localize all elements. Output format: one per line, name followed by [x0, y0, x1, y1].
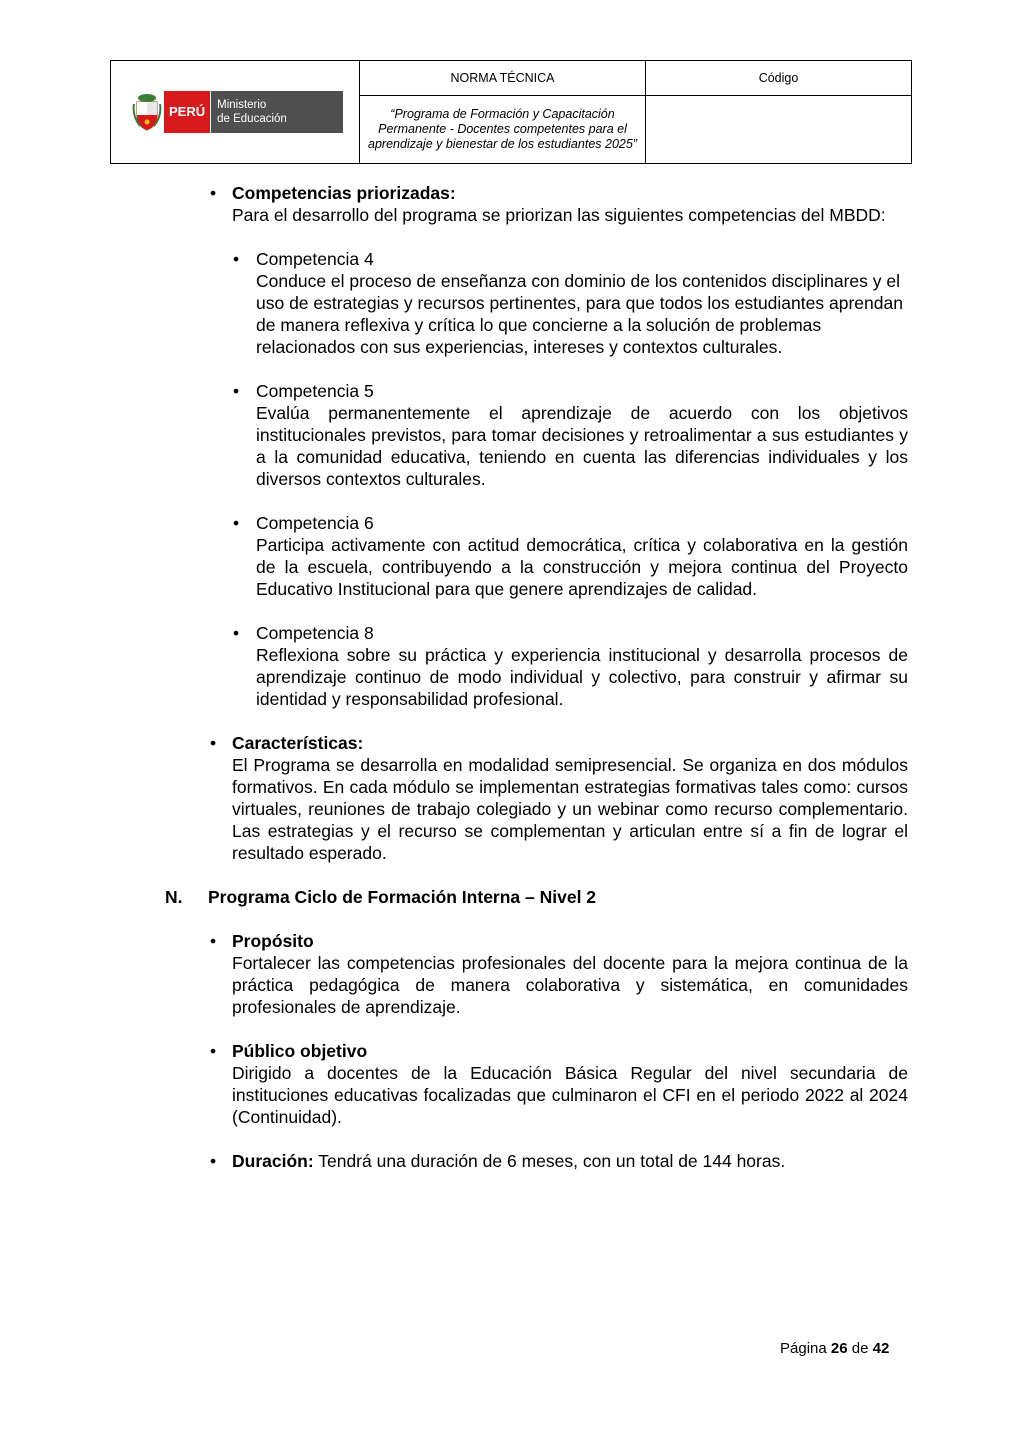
document-title: “Programa de Formación y Capacitación Permanente - Docentes competentes para el aprendizaje y bienestar de los estudiantes 2025”: [360, 96, 646, 164]
logo-cell: [111, 61, 360, 164]
codigo-value: [646, 96, 912, 164]
caracteristicas-text: El Programa se desarrolla en modalidad semipresencial. Se organiza en dos módulos formativos. En cada módulo se implementan estrategias formativas tales como: cursos virtuales, reuniones de trabajo colegiado y un webinar como recurso complementario. Las estrategias y el recurso se complementan y articulan entre sí a fin de lograr el resultado esperado.: [232, 755, 908, 863]
bullet: •: [233, 249, 240, 269]
duracion-block: [165, 1150, 908, 1172]
proposito-block: [165, 930, 908, 1018]
minedu-logo: [132, 91, 359, 133]
competencias-heading: Competencias priorizadas:: [232, 183, 456, 203]
proposito-heading: Propósito: [232, 931, 314, 951]
publico-heading: Público objetivo: [232, 1041, 368, 1061]
duracion-text: Tendrá una duración de 6 meses, con un total de 144 horas.: [318, 1151, 786, 1171]
competencias-intro: Para el desarrollo del programa se priorizan las siguientes competencias del MBDD:: [232, 205, 886, 225]
section-letter: N.: [165, 887, 183, 907]
competencias-block: [165, 182, 908, 226]
publico-block: [165, 1040, 908, 1128]
competencia-text: Reflexiona sobre su práctica y experiencia institucional y desarrolla procesos de aprendizaje continuo de modo individual y colectivo, para construir y afirmar su identidad y responsabilidad profesional.: [256, 645, 908, 709]
caracteristicas-block: [165, 732, 908, 864]
page-number: [780, 1340, 889, 1357]
bullet: •: [233, 381, 240, 401]
competencia-text: Conduce el proceso de enseñanza con dominio de los contenidos disciplinares y el uso de estrategias y recursos pertinentes, para que todos los estudiantes aprendan de manera reflexiva y crítica lo que concierne a la solución de problemas relacionados con sus experiencias, intereses y contextos culturales.: [256, 271, 903, 357]
logo-country-label: PERÚ: [164, 91, 210, 133]
of-word: de: [851, 1340, 869, 1357]
competencia-title: Competencia 5: [256, 381, 374, 401]
logo-ministry-line2: de Educación: [217, 113, 287, 125]
coat-of-arms-icon: [132, 92, 162, 132]
page-content: [165, 182, 908, 1194]
document-header: [110, 60, 912, 164]
competencia-item: [165, 622, 908, 710]
competencia-title: Competencia 8: [256, 623, 374, 643]
bullet: •: [210, 931, 217, 951]
norma-tecnica-label: NORMA TÉCNICA: [360, 61, 646, 96]
competencia-item: [165, 248, 908, 358]
duracion-heading: Duración:: [232, 1151, 314, 1171]
section-title: Programa Ciclo de Formación Interna – Nivel 2: [208, 887, 597, 907]
competencia-title: Competencia 6: [256, 513, 374, 533]
logo-ministry-label: [210, 91, 343, 133]
bullet: •: [210, 183, 217, 203]
page-current: 26: [830, 1340, 848, 1357]
bullet: •: [210, 1041, 217, 1061]
competencia-text: Participa activamente con actitud democrática, crítica y colaborativa en la gestión de la escuela, contribuyendo a la construcción y mejora continua del Proyecto Educativo Institucional para que genere aprendizajes de calidad.: [256, 535, 908, 599]
publico-text: Dirigido a docentes de la Educación Básica Regular del nivel secundaria de instituciones educativas focalizadas que culminaron el CFI en el periodo 2022 al 2024 (Continuidad).: [232, 1063, 908, 1127]
proposito-text: Fortalecer las competencias profesionales del docente para la mejora continua de la práctica pedagógica de manera colaborativa y sistemática, en comunidades profesionales de aprendizaje.: [232, 953, 908, 1017]
bullet: •: [233, 513, 240, 533]
competencia-title: Competencia 4: [256, 249, 374, 269]
page-word: Página: [780, 1340, 827, 1357]
bullet: •: [210, 733, 217, 753]
competencia-text: Evalúa permanentemente el aprendizaje de acuerdo con los objetivos institucionales previstos, para tomar decisiones y retroalimentar a sus estudiantes y a la comunidad educativa, teniendo en cuenta las diferencias individuales y los diversos contextos culturales.: [256, 403, 908, 489]
page-total: 42: [872, 1340, 890, 1357]
codigo-label: Código: [646, 61, 912, 96]
logo-ministry-line1: Ministerio: [217, 99, 267, 111]
bullet: •: [233, 623, 240, 643]
competencia-item: [165, 380, 908, 490]
competencia-item: [165, 512, 908, 600]
section-n-heading: [165, 886, 908, 908]
bullet: •: [210, 1151, 217, 1171]
caracteristicas-heading: Características:: [232, 733, 364, 753]
